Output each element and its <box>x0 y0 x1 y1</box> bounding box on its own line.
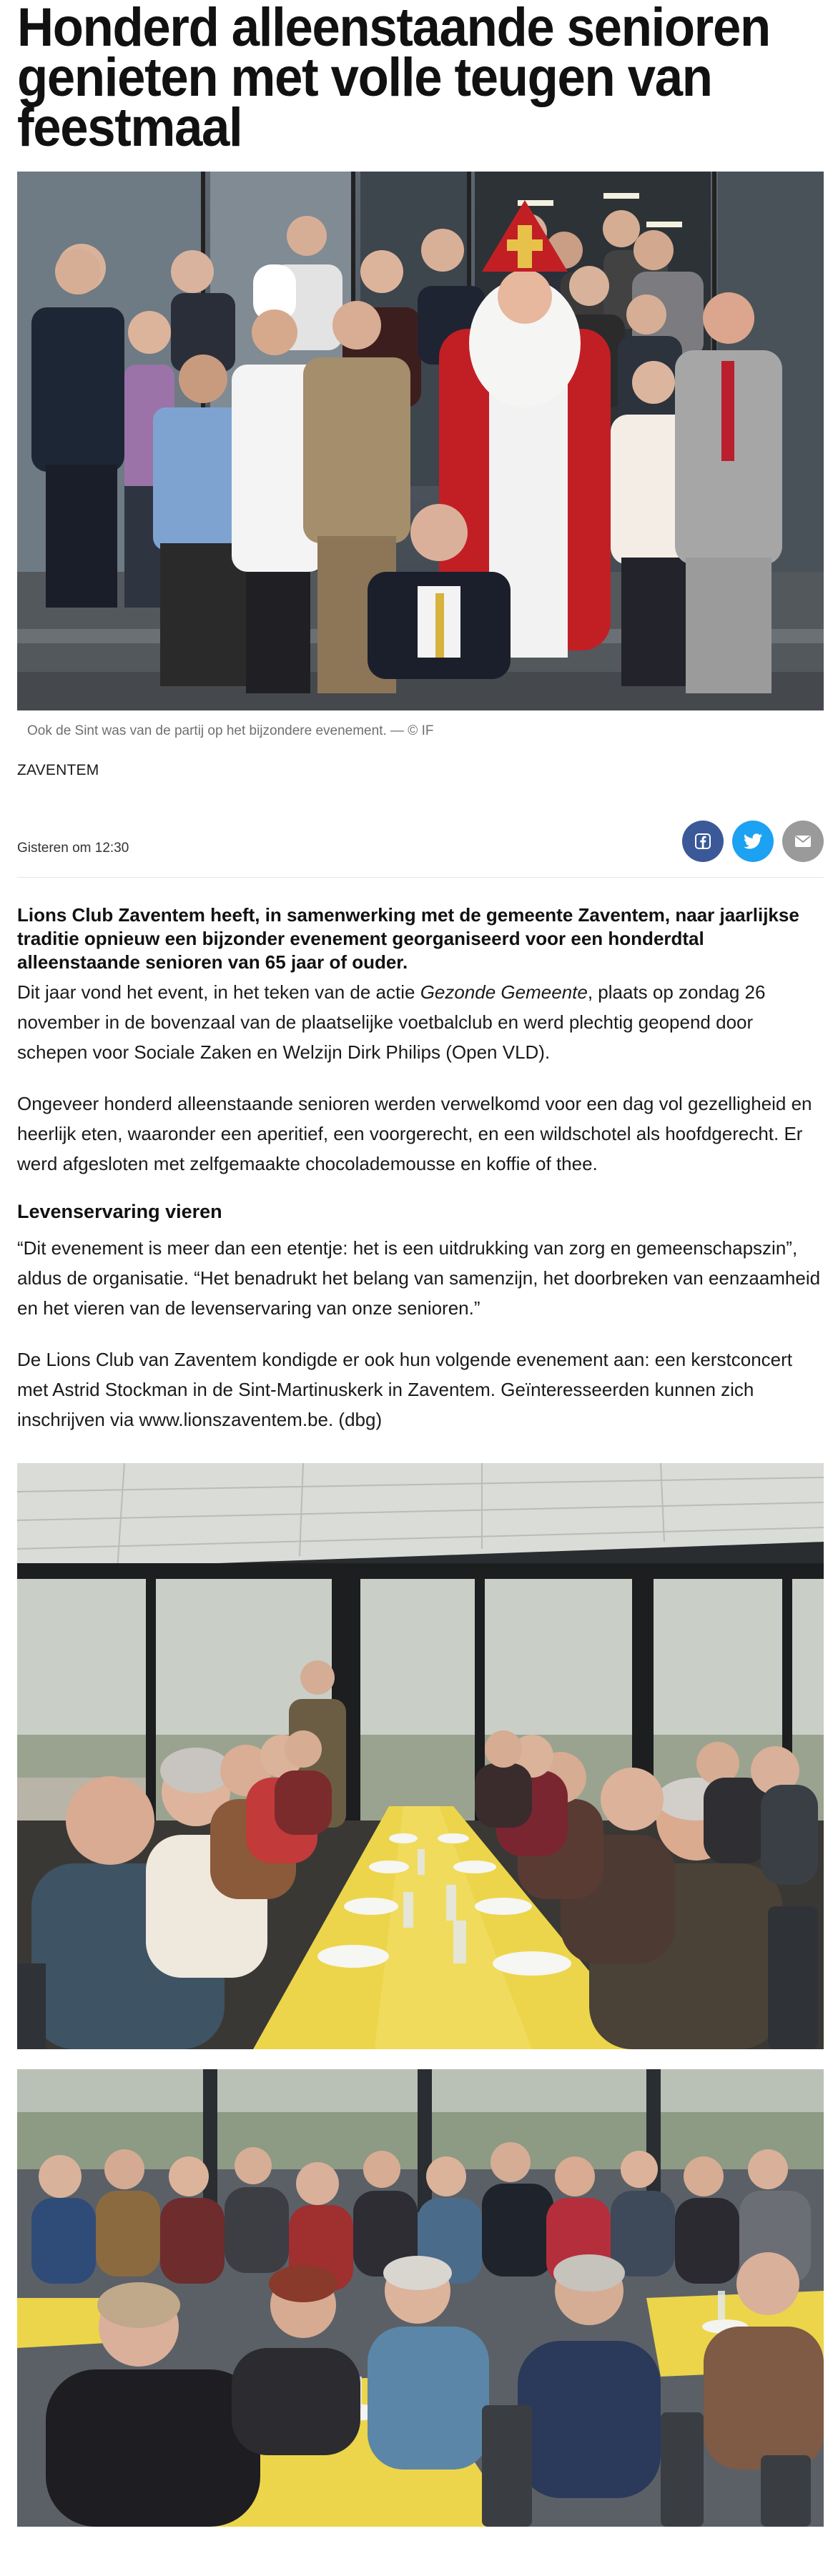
article-paragraph-4: De Lions Club van Zaventem kondigde er ook hun volgende evenement aan: een kerstconcert met Astrid Stockman in de Sint-Martinuskerk in Zaventem. Geïnteresseerden kunnen zich inschrijven via www.lionszaventem.be. (dbg) <box>17 1349 793 1430</box>
article-lead: Lions Club Zaventem heeft, in samenwerking met de gemeente Zaventem, naar jaarlijkse traditie opnieuw een bijzonder evenement georganiseerd voor een honderdtal alleenstaande senioren van 65 jaar of ouder. <box>17 904 799 973</box>
article <box>17 0 824 2527</box>
gallery-photo-1-image <box>17 1463 824 2049</box>
paragraph-1-text-a: Dit jaar vond het event, in het teken van de actie <box>17 981 420 1003</box>
mail-icon <box>794 835 812 848</box>
publish-date: Gisteren om 12:30 <box>17 841 129 856</box>
hero-photo-caption: Ook de Sint was van de partij op het bijzondere evenement. — © IF <box>27 723 434 738</box>
paragraph-1-italic: Gezonde Gemeente <box>420 981 588 1003</box>
share-mail-button[interactable] <box>782 821 824 862</box>
gallery-photo-2[interactable] <box>17 2069 824 2527</box>
facebook-icon <box>694 833 711 850</box>
article-paragraph-1 <box>17 977 824 1067</box>
hero-photo-image <box>17 172 824 710</box>
article-subheading: Levenservaring vieren <box>17 1201 222 1222</box>
article-meta <box>17 818 824 878</box>
article-headline: Honderd alleenstaande senioren genieten met volle teugen van feestmaal <box>17 0 770 158</box>
article-paragraph-2: Ongeveer honderd alleenstaande senioren werden verwelkomd voor een dag vol gezelligheid en heerlijk eten, waaronder een aperitief, een voorgerecht, en een wildschotel als hoofdgerecht. Er werd afgesloten met zelfgemaakte chocolademousse en koffie of thee. <box>17 1093 812 1174</box>
share-twitter-button[interactable] <box>732 821 774 862</box>
hero-photo[interactable] <box>17 172 824 710</box>
gallery-photo-1[interactable] <box>17 1463 824 2049</box>
article-paragraph-3: “Dit evenement is meer dan een etentje: het is een uitdrukking van zorg en gemeenschapszin”, aldus de organisatie. “Het benadrukt het belang van samenzijn, het doorbreken van eenzaamheid en het vieren van de levenservaring van onze senioren.” <box>17 1237 821 1319</box>
article-location: ZAVENTEM <box>17 762 99 778</box>
share-bar <box>682 821 824 862</box>
gallery-photo-2-image <box>17 2069 824 2527</box>
paragraph-1-text-b: , plaats op zondag 26 november in de bovenzaal van de plaatselijke voetbalclub en werd plechtig geopend door schepen voor Sociale Zaken en Welzijn Dirk Philips (Open VLD). <box>17 981 766 1063</box>
twitter-icon <box>744 833 762 849</box>
share-facebook-button[interactable] <box>682 821 724 862</box>
